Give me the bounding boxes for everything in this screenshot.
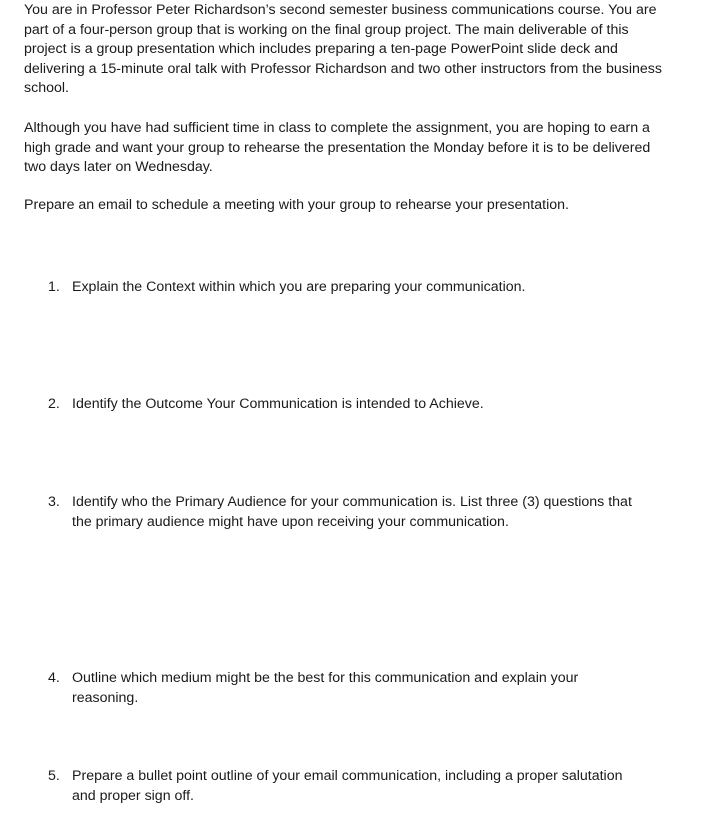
question-2: [48, 395, 648, 415]
intro-paragraph-1: You are in Professor Peter Richardson’s second semester business communications course. You are part of a four-person group that is working on the final group project. The main deliverable of this project is a group presentation which includes preparing a ten-page PowerPoint slide deck and delivering a 15-minute oral talk with Professor Richardson and two other instructors from the business school.: [24, 2, 662, 96]
question-3-text: Identify who the Primary Audience for your communication is. List three (3) questions that the primary audience might have upon receiving your communication.: [72, 494, 632, 530]
question-5-number: 5.: [48, 768, 60, 784]
question-4: [48, 669, 648, 708]
question-4-number: 4.: [48, 670, 60, 686]
question-5-text: Prepare a bullet point outline of your email communication, including a proper salutation and proper sign off.: [72, 768, 623, 804]
question-1-text: Explain the Context within which you are preparing your communication.: [72, 279, 526, 295]
question-3: [48, 493, 648, 532]
intro-paragraph-2: Although you have had sufficient time in class to complete the assignment, you are hoping to earn a high grade and want your group to rehearse the presentation the Monday before it is to be delivered two days later on Wednesday.: [24, 120, 651, 175]
question-1: [48, 278, 648, 298]
question-3-number: 3.: [48, 494, 60, 510]
question-2-number: 2.: [48, 396, 60, 412]
question-4-text: Outline which medium might be the best for this communication and explain your reasoning.: [72, 670, 579, 706]
question-1-number: 1.: [48, 279, 60, 295]
question-5: [48, 767, 648, 806]
intro-paragraph-3: Prepare an email to schedule a meeting with your group to rehearse your presentation.: [24, 197, 569, 213]
question-2-text: Identify the Outcome Your Communication is intended to Achieve.: [72, 396, 484, 412]
